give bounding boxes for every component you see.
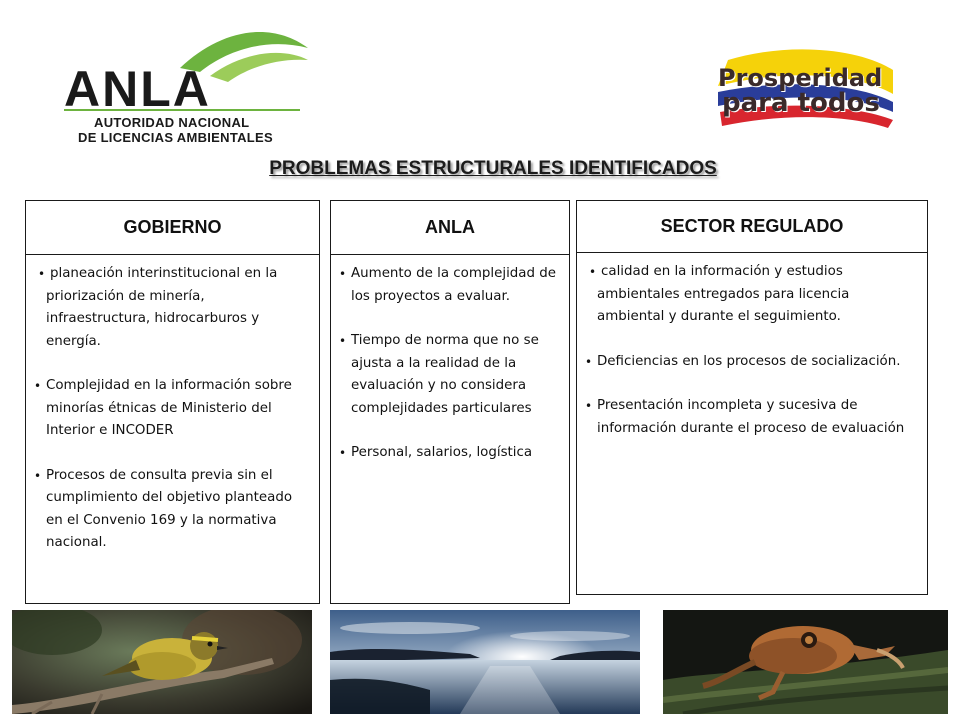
anla-heading: ANLA — [331, 201, 569, 255]
list-item: • Deficiencias en los procesos de socialización. — [585, 351, 919, 374]
list-item: • Presentación incompleta y sucesiva de información durante el proceso de evaluación — [585, 395, 919, 440]
anla-list — [331, 255, 569, 465]
prosperidad-line1: Prosperidad — [718, 64, 883, 92]
anla-subtitle-line2: DE LICENCIAS AMBIENTALES — [78, 130, 273, 145]
anla-subtitle-line1: AUTORIDAD NACIONAL — [94, 115, 250, 130]
frog-image-icon — [663, 610, 948, 714]
bird-photo — [12, 610, 312, 714]
page-title: PROBLEMAS ESTRUCTURALES IDENTIFICADOS — [269, 158, 717, 179]
prosperidad-logo — [708, 40, 898, 136]
sector-regulado-heading: SECTOR REGULADO — [577, 201, 927, 253]
gobierno-list — [26, 255, 319, 555]
list-item: • planeación interinstitucional en la priorización de minería, infraestructura, hidrocarburos y energía. — [34, 263, 311, 353]
gobierno-box — [25, 200, 320, 604]
list-item: • Procesos de consulta previa sin el cumplimiento del objetivo planteado en el Convenio 169 y la normativa nacional. — [34, 465, 311, 555]
gobierno-heading: GOBIERNO — [26, 201, 319, 255]
list-item: • Tiempo de norma que no se ajusta a la realidad de la evaluación y no considera complejidades particulares — [339, 330, 561, 420]
prosperidad-line2: para todos — [722, 88, 880, 118]
frog-photo — [663, 610, 948, 714]
sector-regulado-list — [577, 253, 927, 440]
sector-regulado-box — [576, 200, 928, 595]
list-item: • Complejidad en la información sobre minorías étnicas de Ministerio del Interior e INCODER — [34, 375, 311, 443]
anla-logo — [60, 20, 310, 145]
anla-wordmark: ANLA — [64, 61, 211, 117]
lake-sunset-image-icon — [330, 610, 640, 714]
list-item: • Aumento de la complejidad de los proyectos a evaluar. — [339, 263, 561, 308]
bird-image-icon — [12, 610, 312, 714]
lake-photo — [330, 610, 640, 714]
list-item: • calidad en la información y estudios ambientales entregados para licencia ambiental y durante el seguimiento. — [585, 261, 919, 329]
anla-box — [330, 200, 570, 604]
list-item: • Personal, salarios, logística — [339, 442, 561, 465]
